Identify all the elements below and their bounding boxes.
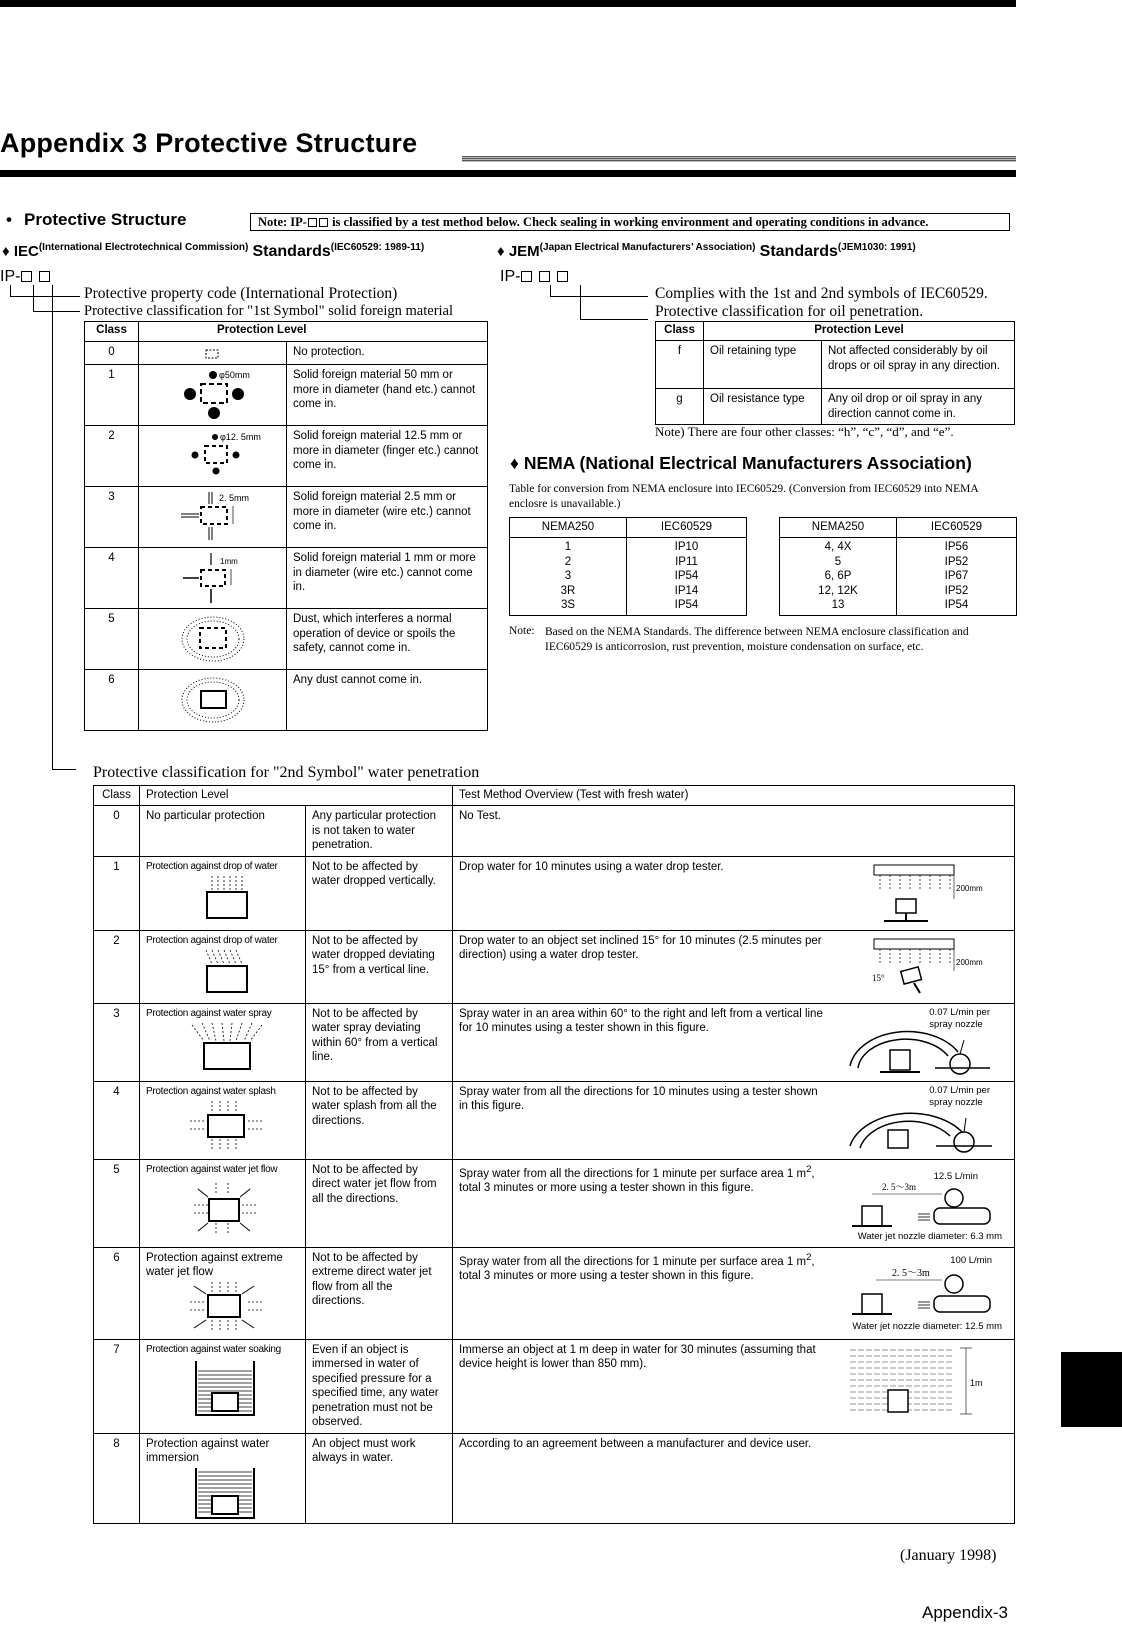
water-test-cell — [453, 856, 1015, 930]
water-desc-2: Not to be affected by water dropped deviating 15° from a vertical line. — [306, 930, 453, 1003]
iec-dim-3: 2. 5mm — [219, 493, 250, 503]
water-class-3: 3 — [94, 1003, 140, 1081]
nema-col-header: NEMA250 — [780, 518, 897, 538]
water-test-cell — [453, 1003, 1015, 1081]
water-name-3: Protection against water spray — [146, 1007, 272, 1019]
water-header-class: Class — [94, 786, 140, 806]
iec-code-prefix: IP- — [0, 268, 21, 285]
table-cell: IP10 — [674, 541, 699, 553]
table-cell: IP52 — [944, 555, 969, 568]
fig-label: 0.07 L/min per — [929, 1006, 990, 1018]
table-cell: IP56 — [944, 541, 969, 553]
fig-label: spray nozzle — [929, 1018, 983, 1030]
jem-type-g: Oil resistance type — [704, 389, 822, 425]
symbol-box-icon — [521, 271, 532, 282]
nema-col-header: NEMA250 — [510, 518, 627, 538]
jem-standards: Standards — [759, 243, 838, 260]
jem-ref: (JEM1030: 1991) — [837, 242, 916, 253]
iec-standards: Standards — [252, 243, 331, 260]
note-text: is classified by a test method below. Check sealing in working environment and operating conditions in advance. — [328, 215, 929, 229]
water-class-0: 0 — [94, 806, 140, 857]
jem-text-f: Not affected considerably by oil drops or oil spray in any direction. — [822, 341, 1015, 389]
water-spray-icon — [146, 1021, 296, 1073]
jem-text-g: Any oil drop or oil spray in any direction cannot come in. — [822, 389, 1015, 425]
water-test-7: Immerse an object at 1 m deep in water for 30 minutes (assuming that device height is lower than 850 mm). — [459, 1343, 816, 1370]
test-text: , total 3 minutes or more using a tester shown in this figure. — [459, 1167, 815, 1194]
jem-class-f: f — [656, 341, 704, 389]
nema-right-nema-values — [780, 538, 897, 616]
water-test-1: Drop water for 10 minutes using a water drop tester. — [459, 860, 724, 873]
iec-dim-1: φ50mm — [219, 370, 250, 380]
water-caption: Protective classification for "2nd Symbol" water penetration — [93, 764, 480, 781]
water-test-cell — [453, 1339, 1015, 1433]
iec-text-0: No protection. — [287, 342, 488, 365]
table-cell: IP67 — [944, 570, 969, 582]
fig-label: 2. 5～3m — [882, 1181, 917, 1192]
iec-class-4: 4 — [85, 548, 139, 609]
iec-text-2: Solid foreign material 12.5 mm or more in diameter (finger etc.) cannot come in. — [287, 426, 488, 487]
table-row — [94, 856, 1015, 930]
water-level-cell — [140, 1433, 306, 1523]
water-class-2: 2 — [94, 930, 140, 1003]
water-class-8: 8 — [94, 1433, 140, 1523]
water-desc-7: Even if an object is immersed in water of specified pressure for a specified time, any water penetration must not be observed. — [306, 1339, 453, 1433]
page-number: Appendix-3 — [922, 1603, 1009, 1622]
water-drop-angled-icon — [146, 948, 296, 996]
water-test-6 — [459, 1251, 824, 1284]
iec-text-6: Any dust cannot come in. — [287, 670, 488, 731]
hand-50mm-icon — [139, 365, 287, 426]
table-row — [85, 342, 488, 365]
nema-left-iec-values — [627, 538, 747, 616]
jem-label: JEM — [508, 243, 540, 260]
water-desc-6: Not to be affected by extreme direct water jet flow from all the directions. — [306, 1247, 453, 1339]
table-cell: 3S — [560, 599, 576, 611]
table-row — [94, 930, 1015, 1003]
water-name-1: Protection against drop of water — [146, 860, 278, 872]
jem-code-prefix: IP- — [500, 268, 521, 285]
extreme-jet-tester-figure — [842, 1266, 1002, 1320]
iec-table — [84, 321, 488, 731]
table-cell: 12, 12K — [818, 584, 858, 597]
footer-date: (January 1998) — [900, 1547, 997, 1564]
title-hatched-rule — [462, 156, 1016, 162]
nozzle-diameter-label: Water jet nozzle diameter: 12.5 mm — [852, 1320, 1002, 1332]
table-row — [94, 1339, 1015, 1433]
table-row — [85, 548, 488, 609]
table-cell: 5 — [834, 555, 842, 568]
water-desc-5: Not to be affected by direct water jet flow from all the directions. — [306, 1159, 453, 1247]
iec-header-class: Class — [85, 322, 139, 342]
nema-right-iec-values — [897, 538, 1017, 616]
nema-note-label: Note: — [509, 625, 535, 637]
water-test-5 — [459, 1163, 824, 1196]
water-test-cell — [453, 1081, 1015, 1159]
water-test-3: Spray water in an area within 60° to the right and left from a vertical line for 10 minutes using a tester shown in this figure. — [459, 1007, 823, 1034]
diamond-icon: ♦ — [510, 453, 519, 473]
water-name-8: Protection against water immersion — [146, 1437, 270, 1464]
table-cell: IP54 — [674, 599, 699, 611]
water-test-2: Drop water to an object set inclined 15° for 10 minutes (2.5 minutes per direction) using a water drop tester. — [459, 934, 822, 961]
table-row — [94, 1247, 1015, 1339]
classification-note — [250, 213, 1010, 231]
bullet: • — [6, 210, 12, 229]
table-cell: IP14 — [674, 584, 699, 597]
symbol-box-icon — [557, 271, 568, 282]
water-class-4: 4 — [94, 1081, 140, 1159]
nema-title: NEMA (National Electrical Manufacturers Association) — [523, 453, 972, 473]
iec-code — [0, 268, 51, 286]
iec-text-5: Dust, which interferes a normal operation of device or spoils the safety, cannot come in. — [287, 609, 488, 670]
table-cell: 6, 6P — [824, 570, 852, 582]
table-cell: 1 — [564, 541, 572, 553]
water-level-cell — [140, 856, 306, 930]
jem-note: Note) There are four other classes: “h”, “c”, “d”, and “e”. — [655, 424, 954, 439]
iec-text-1: Solid foreign material 50 mm or more in diameter (hand etc.) cannot come in. — [287, 365, 488, 426]
dust-solid-icon — [139, 670, 287, 731]
wire-1mm-icon — [139, 548, 287, 609]
iec-col-header: IEC60529 — [627, 518, 747, 538]
water-test-0: No Test. — [453, 806, 1015, 857]
iec-col-header: IEC60529 — [897, 518, 1017, 538]
table-cell: IP54 — [674, 570, 699, 582]
page-title: Appendix 3 Protective Structure — [0, 128, 418, 158]
test-text: Spray water from all the directions for 1 minute per surface area 1 m — [459, 1255, 807, 1268]
drop-tester-figure — [870, 861, 1000, 927]
iec-class-2: 2 — [85, 426, 139, 487]
table-cell: 3R — [560, 584, 576, 597]
jem-class-g: g — [656, 389, 704, 425]
section-heading: Protective Structure — [24, 210, 187, 229]
fig-label: 2. 5～3m — [892, 1267, 930, 1279]
water-drop-icon — [146, 874, 296, 922]
table-row — [656, 389, 1015, 425]
water-desc-0: Any particular protection is not taken to water penetration. — [306, 806, 453, 857]
water-class-1: 1 — [94, 856, 140, 930]
water-desc-1: Not to be affected by water dropped vertically. — [306, 856, 453, 930]
fig-label: 1m — [970, 1377, 983, 1388]
water-name-5: Protection against water jet flow — [146, 1163, 278, 1175]
water-class-5: 5 — [94, 1159, 140, 1247]
fig-label: 200mm — [956, 957, 983, 967]
water-name-0: No particular protection — [140, 806, 306, 857]
jet-tester-figure — [842, 1180, 1002, 1232]
water-level-cell — [140, 1247, 306, 1339]
water-immersion-icon — [146, 1466, 296, 1520]
table-row — [85, 487, 488, 548]
diamond-icon: ♦ — [2, 243, 10, 260]
water-name-2: Protection against drop of water — [146, 934, 278, 946]
jem-org: (Japan Electrical Manufacturers’ Association) — [539, 242, 756, 253]
water-name-7: Protection against water soaking — [146, 1343, 281, 1355]
iec-class-5: 5 — [85, 609, 139, 670]
iec-ref: (IEC60529: 1989-11) — [330, 242, 425, 253]
dust-dashed-icon — [139, 609, 287, 670]
water-test-8: According to an agreement between a manufacturer and device user. — [453, 1433, 1015, 1523]
nema-left-nema-values — [510, 538, 627, 616]
iec-class-1: 1 — [85, 365, 139, 426]
diamond-icon: ♦ — [497, 243, 505, 260]
water-splash-icon — [146, 1099, 296, 1151]
table-row — [656, 341, 1015, 389]
water-test-cell — [453, 1159, 1015, 1247]
water-name-6: Protection against extreme water jet flow — [146, 1251, 283, 1278]
jem-code — [500, 268, 569, 286]
water-table — [93, 785, 1015, 1524]
iec-line2: Protective classification for "1st Symbol" solid foreign material — [84, 303, 454, 319]
water-level-cell — [140, 1339, 306, 1433]
nema-intro: Table for conversion from NEMA enclosure into IEC60529. (Conversion from IEC60529 into NEMA enclosre is unavailable.) — [509, 483, 979, 510]
note-prefix: Note: IP- — [258, 215, 307, 229]
fig-label: 15° — [872, 972, 885, 983]
table-row — [94, 1081, 1015, 1159]
top-rule — [0, 0, 1016, 7]
jem-line1: Complies with the 1st and 2nd symbols of IEC60529. — [655, 285, 988, 302]
first-symbol-box-icon — [21, 271, 32, 282]
iec-text-3: Solid foreign material 2.5 mm or more in diameter (wire etc.) cannot come in. — [287, 487, 488, 548]
symbol-box-icon — [539, 271, 550, 282]
jem-table — [655, 321, 1015, 425]
iec-header-level: Protection Level — [139, 322, 488, 342]
iec-class-3: 3 — [85, 487, 139, 548]
fig-label: 0.07 L/min per — [929, 1084, 990, 1096]
splash-tester-figure — [840, 1094, 1000, 1158]
table-row — [94, 1003, 1015, 1081]
wire-2.5mm-icon — [139, 487, 287, 548]
water-name-4: Protection against water splash — [146, 1085, 276, 1097]
extreme-water-jet-icon — [146, 1280, 296, 1332]
water-level-cell — [140, 1003, 306, 1081]
table-cell: IP54 — [944, 599, 969, 611]
water-desc-4: Not to be affected by water splash from all the directions. — [306, 1081, 453, 1159]
water-class-7: 7 — [94, 1339, 140, 1433]
immersion-tank-figure — [844, 1344, 994, 1418]
title-bar — [0, 170, 1016, 177]
table-row — [85, 426, 488, 487]
water-level-cell — [140, 930, 306, 1003]
water-test-cell — [453, 1247, 1015, 1339]
water-header-test: Test Method Overview (Test with fresh water) — [453, 786, 1015, 806]
placeholder-box-icon — [308, 218, 317, 227]
iec-line1: Protective property code (International Protection) — [84, 285, 398, 302]
table-cell: 3 — [564, 570, 572, 582]
water-level-cell — [140, 1159, 306, 1247]
jem-heading — [497, 242, 916, 261]
water-level-cell — [140, 1081, 306, 1159]
jem-type-f: Oil retaining type — [704, 341, 822, 389]
nema-table-right — [779, 517, 1017, 616]
table-cell: 4, 4X — [824, 541, 852, 553]
flow-rate-label: 12.5 L/min — [933, 1170, 978, 1182]
water-class-6: 6 — [94, 1247, 140, 1339]
iec-class-0: 0 — [85, 342, 139, 365]
jem-header-class: Class — [656, 322, 704, 341]
water-header-level: Protection Level — [140, 786, 453, 806]
second-symbol-box-icon — [39, 271, 50, 282]
superscript: 2 — [806, 1163, 812, 1175]
fig-label: 200mm — [956, 883, 983, 893]
table-row — [85, 365, 488, 426]
water-desc-8: An object must work always in water. — [306, 1433, 453, 1523]
spray-tester-figure — [840, 1016, 1000, 1080]
iec-class-6: 6 — [85, 670, 139, 731]
table-cell: IP52 — [944, 584, 969, 597]
nozzle-diameter-label: Water jet nozzle diameter: 6.3 mm — [857, 1230, 1002, 1242]
test-text: , total 3 minutes or more using a tester shown in this figure. — [459, 1255, 815, 1282]
fig-label: spray nozzle — [929, 1096, 983, 1108]
water-desc-3: Not to be affected by water spray deviating within 60° from a vertical line. — [306, 1003, 453, 1081]
table-row — [94, 806, 1015, 857]
table-cell: 13 — [831, 599, 845, 611]
flow-rate-label: 100 L/min — [950, 1254, 992, 1266]
iec-dim-4: 1mm — [220, 557, 238, 566]
nema-heading — [510, 453, 972, 474]
table-row — [85, 609, 488, 670]
water-soaking-icon — [146, 1357, 296, 1419]
water-jet-icon — [146, 1177, 296, 1237]
table-row — [94, 1159, 1015, 1247]
placeholder-box-icon — [319, 218, 328, 227]
water-test-cell — [453, 930, 1015, 1003]
iec-org: (International Electrotechnical Commission) — [38, 242, 249, 253]
table-cell: 2 — [564, 555, 572, 568]
finger-12.5mm-icon — [139, 426, 287, 487]
empty-box-icon — [139, 342, 287, 365]
iec-label: IEC — [13, 243, 39, 260]
iec-text-4: Solid foreign material 1 mm or more in diameter (wire etc.) cannot come in. — [287, 548, 488, 609]
table-row — [94, 1433, 1015, 1523]
nema-note: Based on the NEMA Standards. The difference between NEMA enclosure classification and IEC60529 is anticorrosion, rust prevention, moisture condensation on surface, etc. — [545, 626, 969, 653]
table-row — [85, 670, 488, 731]
nema-table-left — [509, 517, 747, 616]
section-tab-marker — [1061, 1352, 1122, 1427]
jem-line2: Protective classification for oil penetration. — [655, 303, 924, 320]
table-cell: IP11 — [675, 555, 698, 568]
angled-drop-tester-figure — [870, 935, 1000, 997]
superscript: 2 — [806, 1251, 812, 1263]
test-text: Spray water from all the directions for 1 minute per surface area 1 m — [459, 1167, 807, 1180]
iec-dim-2: φ12. 5mm — [220, 432, 261, 442]
iec-heading — [2, 242, 424, 261]
jem-header-level: Protection Level — [704, 322, 1015, 341]
water-test-4: Spray water from all the directions for 10 minutes using a tester shown in this figure. — [459, 1085, 818, 1112]
